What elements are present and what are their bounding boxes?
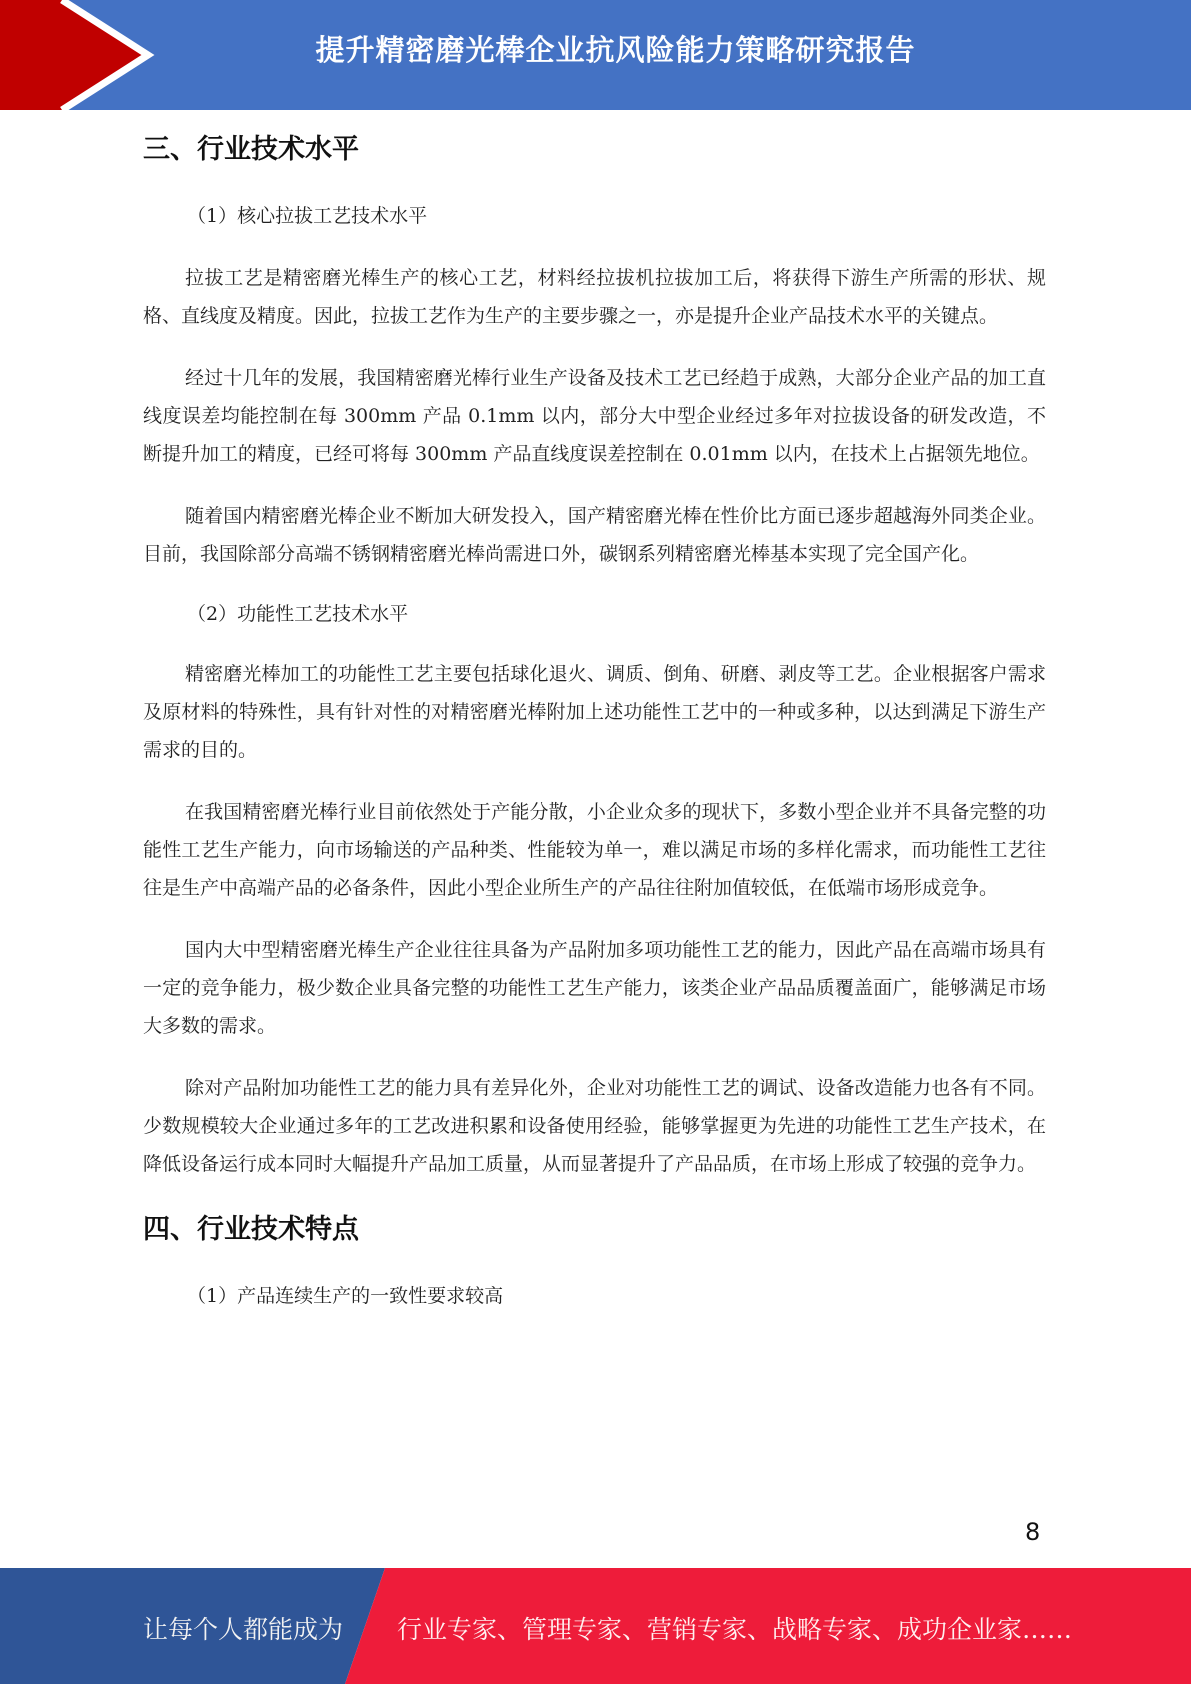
paragraph: 随着国内精密磨光棒企业不断加大研发投入，国产精密磨光棒在性价比方面已逐步超越海外同类企业。目前，我国除部分高端不锈钢精密磨光棒尚需进口外，碳钢系列精密磨光棒基本实现了完全国产化。 [143,505,1046,565]
report-title: 提升精密磨光棒企业抗风险能力策略研究报告 [315,33,916,67]
section-heading: 四、行业技术特点 [143,1214,359,1245]
red-arrow-shape [0,0,148,110]
paragraph: 拉拔工艺是精密磨光棒生产的核心工艺，材料经拉拔机拉拔加工后，将获得下游生产所需的形状、规格、直线度及精度。因此，拉拔工艺作为生产的主要步骤之一，亦是提升企业产品技术水平的关键点。 [143,267,1046,327]
page-footer [0,1568,1191,1684]
footer-slogan-left: 让每个人都能成为 [143,1615,344,1644]
paragraph: 经过十几年的发展，我国精密磨光棒行业生产设备及技术工艺已经趋于成熟，大部分企业产品的加工直线度误差均能控制在每 300mm 产品 0.1mm 以内，部分大中型企业经过多年对拉拔设备的研发改造，不断提升加工的精度，已经可将每 300mm 产品直线度误差控制在 0.01mm 以内，在技术上占据领先地位。 [143,367,1046,465]
paragraph: 国内大中型精密磨光棒生产企业往往具备为产品附加多项功能性工艺的能力，因此产品在高端市场具有一定的竞争能力，极少数企业具备完整的功能性工艺生产能力，该类企业产品品质覆盖面广，能够满足市场大多数的需求。 [143,939,1046,1037]
paragraph: 精密磨光棒加工的功能性工艺主要包括球化退火、调质、倒角、研磨、剥皮等工艺。企业根据客户需求及原材料的特殊性，具有针对性的对精密磨光棒附加上述功能性工艺中的一种或多种，以达到满足下游生产需求的目的。 [143,663,1046,761]
subsection-heading: （2）功能性工艺技术水平 [187,603,409,625]
subsection-heading: （1）核心拉拔工艺技术水平 [187,205,428,227]
document-body [143,125,1046,1315]
section-heading: 三、行业技术水平 [143,134,359,165]
page-header [0,0,1191,110]
paragraph: 在我国精密磨光棒行业目前依然处于产能分散，小企业众多的现状下，多数小型企业并不具备完整的功能性工艺生产能力，向市场输送的产品种类、性能较为单一，难以满足市场的多样化需求，而功能性工艺往往是生产中高端产品的必备条件，因此小型企业所生产的产品往往附加值较低，在低端市场形成竞争。 [143,801,1046,899]
footer-slogan-right: 行业专家、管理专家、营销专家、战略专家、成功企业家…… [397,1615,1073,1644]
subsection-heading: （1）产品连续生产的一致性要求较高 [187,1285,504,1307]
paragraph: 除对产品附加功能性工艺的能力具有差异化外，企业对功能性工艺的调试、设备改造能力也各有不同。少数规模较大企业通过多年的工艺改进积累和设备使用经验，能够掌握更为先进的功能性工艺生产技术，在降低设备运行成本同时大幅提升产品加工质量，从而显著提升了产品品质，在市场上形成了较强的竞争力。 [143,1077,1046,1175]
page-number: 8 [1025,1518,1041,1546]
